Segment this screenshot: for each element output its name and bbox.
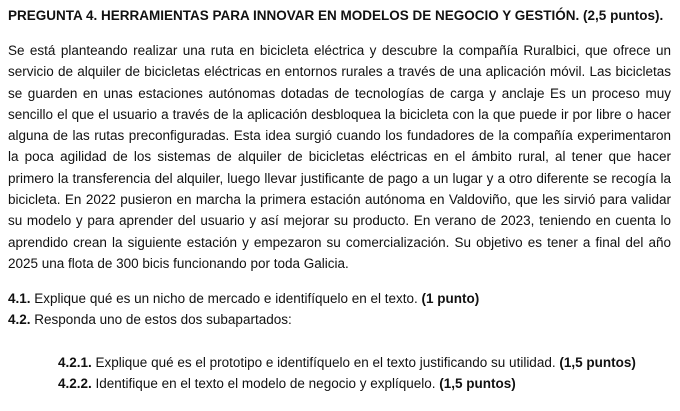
subquestion-number: 4.2.1. <box>58 355 92 371</box>
subquestion-text: Explique qué es el prototipo e identifíquelo en el texto justificando su utilidad. <box>91 355 560 371</box>
question-number: 4.1. <box>8 291 31 307</box>
subquestion-points: (1,5 puntos) <box>439 376 516 392</box>
question-number: 4.2. <box>8 312 31 328</box>
subquestion-text: Identifique en el texto el modelo de negocio y explíquelo. <box>91 376 440 392</box>
subquestion-4-2-2 <box>58 373 671 394</box>
subquestions-list <box>8 352 671 394</box>
questions-list <box>8 288 671 330</box>
question-4-2 <box>8 309 671 330</box>
question-text: Explique qué es un nicho de mercado e identifíquelo en el texto. <box>30 291 422 307</box>
subquestion-number: 4.2.2. <box>58 376 92 392</box>
subquestion-points: (1,5 puntos) <box>559 355 636 371</box>
subquestion-4-2-1 <box>58 352 671 373</box>
question-text: Responda uno de estos dos subapartados: <box>30 312 292 328</box>
case-paragraph: Se está planteando realizar una ruta en bicicleta eléctrica y descubre la compañía Ruralbici, que ofrece un servicio de alquiler de bicicletas eléctricas en entornos rurales a través de una aplicación móvil. Las bicicletas se guarden en unas estaciones autónomas dotadas de tecnologías de carga y anclaje Es un proceso muy sencillo el que el usuario a través de la aplicación desbloquea la bicicleta con la que puede ir por libre o hacer alguna de las rutas preconfiguradas. Esta idea surgió cuando los fundadores de la compañía experimentaron la poca agilidad de los sistemas de alquiler de bicicletas eléctricas en el ámbito rural, al tener que hacer primero la transferencia del alquiler, luego llevar justificante de pago a un lugar y a otro diferente se recogía la bicicleta. En 2022 pusieron en marcha la primera estación autónoma en Valdoviño, que les sirvió para validar su modelo y para aprender del usuario y así mejorar su producto. En verano de 2023, teniendo en cuenta lo aprendido crean la siguiente estación y empezaron su comercialización. Su objetivo es tener a final del año 2025 una flota de 300 bicis funcionando por toda Galicia. <box>8 43 671 271</box>
question-4-1 <box>8 288 671 309</box>
question-heading: PREGUNTA 4. HERRAMIENTAS PARA INNOVAR EN MODELOS DE NEGOCIO Y GESTIÓN. (2,5 puntos). <box>8 8 664 23</box>
exam-page <box>8 6 671 394</box>
question-points: (1 punto) <box>421 291 480 307</box>
